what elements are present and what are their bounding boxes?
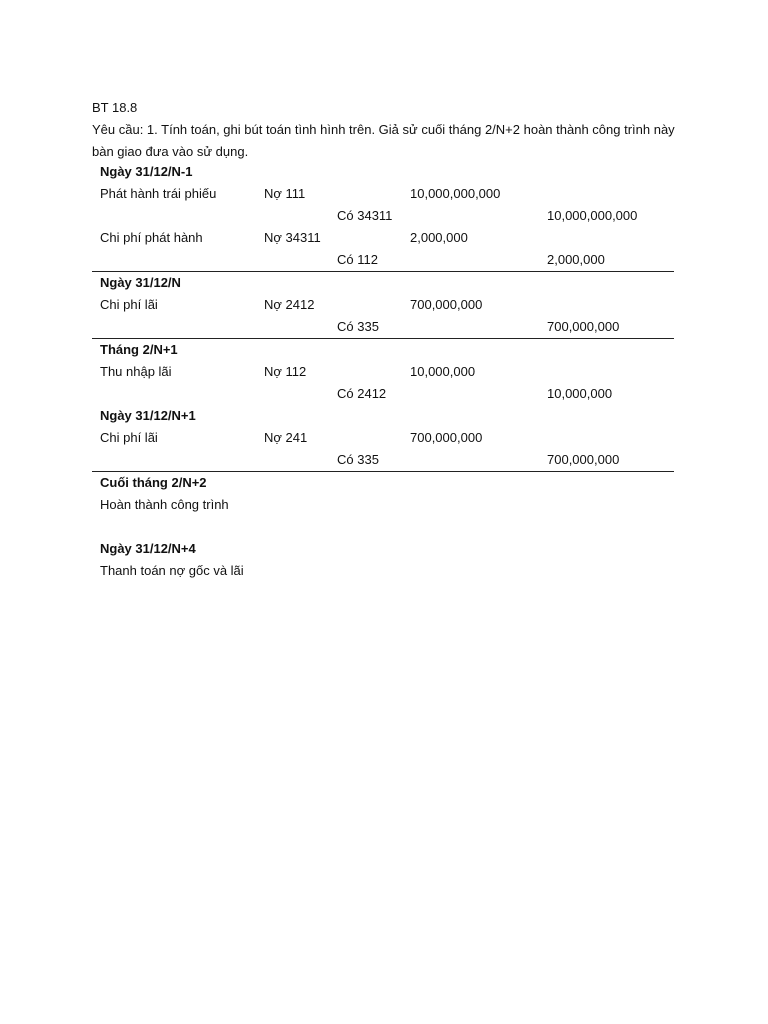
requirement-line-2: bàn giao đưa vào sử dụng. <box>92 144 249 159</box>
section-date-title: Ngày 31/12/N+4 <box>100 541 196 556</box>
note-row <box>92 560 674 582</box>
section-header-row <box>92 538 674 560</box>
credit-account: Có 112 <box>337 252 378 267</box>
debit-account: Nợ 34311 <box>264 230 321 245</box>
debit-amount: 700,000,000 <box>410 430 483 445</box>
section-header-row <box>92 405 674 427</box>
entry-description: Chi phí lãi <box>100 430 158 445</box>
debit-amount: 700,000,000 <box>410 297 483 312</box>
section-date-title: Ngày 31/12/N <box>100 275 181 290</box>
debit-account: Nợ 111 <box>264 186 306 201</box>
journal-section <box>92 272 674 339</box>
debit-row <box>92 227 674 249</box>
debit-row <box>92 361 674 383</box>
credit-row <box>92 316 674 338</box>
credit-account: Có 2412 <box>337 386 387 401</box>
credit-row <box>92 449 674 471</box>
section-header-row <box>92 272 674 294</box>
document-heading <box>92 97 692 163</box>
debit-amount: 10,000,000,000 <box>410 186 501 201</box>
credit-row <box>92 249 674 271</box>
journal-section <box>92 161 674 272</box>
debit-account: Nợ 2412 <box>264 297 315 312</box>
note-row <box>92 494 674 516</box>
entry-description: Chi phí phát hành <box>100 230 203 245</box>
entry-note: Hoàn thành công trình <box>100 497 229 512</box>
entry-description: Phát hành trái phiếu <box>100 186 217 201</box>
debit-row <box>92 294 674 316</box>
debit-account: Nợ 112 <box>264 364 307 379</box>
debit-amount: 2,000,000 <box>410 230 468 245</box>
credit-amount: 10,000,000,000 <box>547 208 638 223</box>
section-header-row <box>92 472 674 494</box>
section-date-title: Tháng 2/N+1 <box>100 342 178 357</box>
credit-row <box>92 205 674 227</box>
credit-amount: 700,000,000 <box>547 452 620 467</box>
journal-section <box>92 405 674 472</box>
credit-amount: 2,000,000 <box>547 252 605 267</box>
section-header-row <box>92 161 674 183</box>
credit-account: Có 335 <box>337 452 379 467</box>
entry-note: Thanh toán nợ gốc và lãi <box>100 563 244 578</box>
debit-account: Nợ 241 <box>264 430 308 445</box>
credit-account: Có 335 <box>337 319 379 334</box>
credit-account: Có 34311 <box>337 208 393 223</box>
blank-line <box>92 516 674 538</box>
journal-section <box>92 472 674 538</box>
section-date-title: Cuối tháng 2/N+2 <box>100 475 207 490</box>
debit-row <box>92 183 674 205</box>
debit-amount: 10,000,000 <box>410 364 476 379</box>
exercise-title: BT 18.8 <box>92 100 138 115</box>
section-date-title: Ngày 31/12/N+1 <box>100 408 196 423</box>
section-header-row <box>92 339 674 361</box>
journal-entries-table <box>92 161 674 582</box>
credit-amount: 10,000,000 <box>547 386 613 401</box>
requirement-line-1: Yêu cầu: 1. Tính toán, ghi bút toán tình hình trên. Giả sử cuối tháng 2/N+2 hoàn thành công trình này <box>92 122 675 137</box>
entry-description: Thu nhập lãi <box>100 364 172 379</box>
credit-row <box>92 383 674 405</box>
journal-section <box>92 339 674 405</box>
section-date-title: Ngày 31/12/N-1 <box>100 164 193 179</box>
entry-description: Chi phí lãi <box>100 297 158 312</box>
credit-amount: 700,000,000 <box>547 319 620 334</box>
journal-section <box>92 538 674 582</box>
debit-row <box>92 427 674 449</box>
